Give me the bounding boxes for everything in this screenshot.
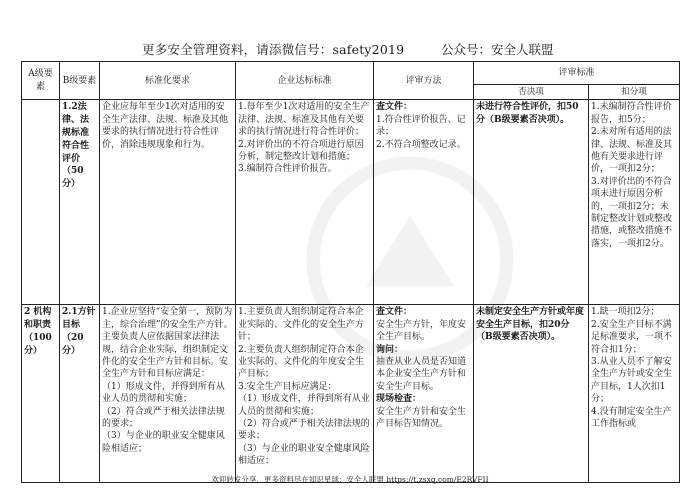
row2-req-text: 1.企业应坚持“安全第一，预防为主，综合治理”的安全生产方针。主要负责人应依据国家法律法规，结合企业实际，组织制定文件化的安全生产方针和目标。安全生产方针和目标应满足： （1）形成文件，并得到所有从业人员的贯彻和实施； （2）符合或严于相关法律法规的要求； （3）与企业的职业安全健康风险相适应； <box>102 307 233 454</box>
table-row <box>22 100 680 305</box>
row1-b-cell: 1.2法律、法规标准符合性评价（50分） <box>60 100 100 305</box>
header-account-text: 公众号：安全人联盟 <box>441 42 554 57</box>
row2-std-cell <box>236 305 374 483</box>
col-method-header: 评审方法 <box>374 62 474 100</box>
page-header <box>0 40 700 58</box>
col-std-header: 企业达标标准 <box>236 62 374 100</box>
standard-table <box>21 61 680 483</box>
row1-veto-cell: 未进行符合性评价，扣50分（B级要素否决项）。 <box>474 100 589 305</box>
row1-deduct-cell <box>589 100 680 305</box>
table-row <box>22 305 680 483</box>
row1-method-head: 查文件： <box>376 102 413 113</box>
row2-deduct-text: 1.缺一项扣2分； 2.安全生产目标不满足标准要求，一项不符合扣1分； 3.从业人员不了解安全生产方针或安全生产目标，1人次扣1分； 4.没有制定安全生产工作指标或 <box>591 307 673 430</box>
col-deduct-header: 扣分项 <box>589 85 680 100</box>
row1-req-cell: 企业应每年至少1次对适用的安全生产法律、法规、标准及其他要求的执行情况进行符合性评价，消除违规现象和行为。 <box>100 100 236 305</box>
row2-req-cell <box>100 305 236 483</box>
col-review-header: 评审标准 <box>474 62 680 85</box>
row2-deduct-cell <box>589 305 680 483</box>
row2-method-head-1: 查文件： <box>376 307 413 318</box>
row1-method-cell <box>374 100 474 305</box>
row1-std-cell <box>236 100 374 305</box>
header-wechat-text: 更多安全管理资料，请添微信号：safety2019 <box>142 42 405 57</box>
col-veto-header: 否决项 <box>474 85 589 100</box>
col-b-header: B级要素 <box>60 62 100 100</box>
page-footer: 欢迎转发分享，更多资料尽在知识星球：安全人联盟 https://t.zsxq.com/E2RVFII <box>211 475 489 484</box>
row2-a-cell: 2 机构和职责（100分） <box>22 305 60 483</box>
row1-a-cell <box>22 100 60 305</box>
row2-veto-cell: 未制定安全生产方针或年度安全生产目标，扣20分（B级要素否决项）。 <box>474 305 589 483</box>
col-req-header: 标准化要求 <box>100 62 236 100</box>
row2-method-text-2: 抽查从业人员是否知道本企业安全生产方针和安全生产目标。 <box>376 357 467 392</box>
row2-method-text-3: 安全生产方针和安全生产目标告知情况。 <box>376 406 467 430</box>
row1-method-text: 1.符合性评价报告、记录； 2.不符合项整改记录。 <box>376 114 466 150</box>
row2-method-text-1: 安全生产方针，年度安全生产目标。 <box>376 319 467 343</box>
row2-method-head-2: 询问： <box>376 344 404 355</box>
col-a-header: A级要素 <box>22 62 60 100</box>
row2-method-cell <box>374 305 474 483</box>
row1-std-text: 1.每年至少1次对适用的安全生产法律、法规、标准及其他有关要求的执行情况进行符合性评价； 2.对评价出的不符合项进行原因分析，制定整改计划和措施； 3.编制符合性评价报告。 <box>238 102 370 175</box>
row2-std-text: 1.主要负责人组织制定符合本企业实际的、文件化的安全生产方针； 2.主要负责人组织制定符合本企业实际的、文件化的年度安全生产目标； 3.安全生产目标应满足： （1）形成文件，并得到所有从业人员的贯彻和实施； （2）符合或严于相关法律法规的要求； （3）与企业的职业安全健康风险相适应； <box>238 307 370 467</box>
table-header-row <box>22 62 680 85</box>
row1-deduct-text: 1.未编制符合性评价报告，扣5分； 2.未对所有适用的法律、法规、标准及其他有关要求进行评价，一项扣2分； 3.对评价出的不符合项未进行原因分析的，一项扣2分；未制定整改计划或整改措施，或整改措施不落实，一项扣2分。 <box>591 102 673 249</box>
row2-method-head-3: 现场检查： <box>376 394 422 405</box>
row2-b-cell: 2.1方针目标（20分） <box>60 305 100 483</box>
